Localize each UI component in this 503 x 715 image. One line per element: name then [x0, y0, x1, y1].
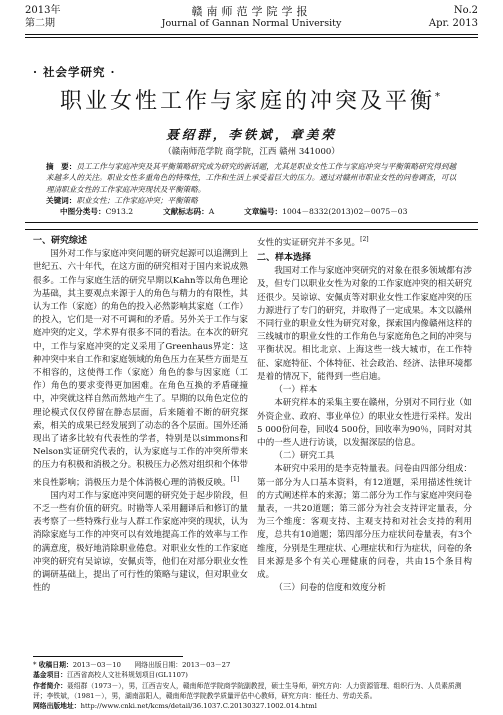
subsection-heading — [257, 384, 472, 397]
header-date: Apr. 2013 — [428, 18, 478, 29]
title-footnote-mark: * — [435, 91, 443, 103]
footnote-label: 基金项目： — [33, 671, 67, 680]
keywords-text: 职业女性；工作家庭冲突；平衡策略 — [76, 195, 198, 205]
paragraph-text: 一、研究综述 — [33, 236, 88, 246]
abstract-text: 员工工作与家庭冲突及其平衡策略研究成为研究的新话题，尤其是职业女性工作与家庭冲突与平衡策略研究得到越来越多人的关注。职业女性多重角色的特殊性，工作和生活上承受着巨大的压力。通过对赣州市职业女性的问卷调查，可以理清职业女性的工作家庭冲突现状及平衡策略。 — [46, 162, 457, 194]
header-year: 2013年 — [25, 5, 61, 16]
paragraph-text: 二、样本选择 — [257, 253, 312, 264]
paragraph-text: 国外对工作与家庭冲突问题的研究起源可以追溯到上世纪五、六十年代，在这方面的研究相对于国内来说成熟很多。工作与家庭生活的研究早期以Kahn等以角色理论为基础，其主要观点来源于人的角色与精力的有限性，其认为工作（家庭）的角色的投入必然影响其家庭（工作）的投入，它们是一对不可调和的矛盾。另外关于工作与家庭冲突的定义，学术界有很多不同的看法。在本次的研究中，工作与家庭冲突的定义采用了Greenhaus界定：这种冲突中来自工作和家庭领域的角色压力在某些方面是互不相容的，这使得工作（家庭）角色的参与因家庭（工作）角色的要求变得更加困难。在角色互换的矛盾碰撞中，冲突就这样自然而然地产生了。早期的以角色定位的理论模式仅仅停留在静态层面，后来随着不断的研究探索，相关的成果已经发展到了动态的各个层面。国外还涌现出了诸多比较有代表性的学者，特别是以simmons和Nelson实证研究代表的，认为家庭与工作的冲突所带来的压力有积极和消极之分。积极压力必然对组织和个体带来良性影响；消极压力是个体消极心理的消极反映。 — [33, 249, 248, 488]
section-heading — [33, 235, 248, 248]
footnotes — [33, 660, 475, 711]
body-paragraph — [257, 397, 472, 450]
section-heading — [257, 252, 472, 265]
paragraph-text: （二）研究工具 — [274, 451, 335, 462]
citation-mark: [2] — [360, 236, 369, 243]
doc-code: 文献标志码：A — [163, 207, 215, 216]
body-paragraph — [33, 248, 248, 490]
body-paragraph — [33, 490, 248, 596]
title-text: 职业女性工作与家庭的冲突及平衡 — [59, 89, 435, 114]
body-paragraph — [257, 233, 472, 250]
body-paragraph — [257, 463, 472, 582]
header-issue: 第二期 — [25, 18, 55, 29]
footnote-text: http://www.cnki.net/kcms/detail/36.1037.C.20130327.1002.014.html — [80, 702, 317, 711]
footnote-rule — [33, 656, 183, 657]
footnote-item — [33, 670, 475, 680]
paragraph-text: 女性的实证研究并不多见。 — [257, 237, 361, 248]
footnote-item — [33, 701, 475, 711]
article-number: 文章编号：1004－8332(2013)02－0075－03 — [244, 207, 408, 216]
header-right — [429, 4, 478, 30]
body-column-right — [257, 233, 472, 595]
journal-title-cn: 赣南师范学院学报 — [191, 5, 312, 18]
paragraph-text: 我国对工作与家庭冲突研究的对象在很多领域都有涉及，但专门以职业女性为对象的工作家庭冲突的相关研究还很少。吴谅谅、安佩贞等对职业女性工作家庭冲突的压力源进行了专门的研究，并取得了一定成果。本文以赣州不同行业的职业女性为研究对象，探索国内像赣州这样的三线城市的职业女性的工作角色与家庭角色之间的冲突与平衡状况。相比北京、上海这些一线大城市，在工作特征、家庭特征、个体特征、社会政治、经济、法律环境都是着的情况下，能得到一些启迪。 — [257, 266, 472, 382]
footnote-text: 2013－03－10 网络出版日期：2013－03－27 — [72, 661, 231, 669]
abstract — [46, 161, 461, 206]
keywords-label: 关键词： — [46, 195, 77, 205]
citation-mark: [1] — [230, 475, 240, 483]
running-header — [25, 0, 478, 52]
header-rule-thick — [25, 34, 478, 35]
footnote-text: 江西省高校人文社科规划项目(GL1107) — [66, 671, 188, 680]
section-label: · 社会学研究 · — [33, 65, 116, 79]
paragraph-text: （三）问卷的信度和效度分析 — [274, 583, 386, 594]
footnote-label: 作者简介： — [33, 681, 67, 690]
footnote-label: 网络出版地址： — [33, 702, 81, 711]
abstract-separator — [25, 222, 478, 230]
footnote-label: 收稿日期： — [38, 661, 73, 669]
clc-code: 中图分类号：C913.2 — [60, 207, 134, 216]
header-rule-thin — [25, 37, 478, 38]
paragraph-text: 本研究中采用的是李克特量表。问卷由四部分组成：第一部分为人口基本资料，有12道题，采用描述性统计的方式阐述样本的来源；第二部分为工作与家庭冲突问卷量表，一共20道题；第三部分为社会支持评定量表，分为三个维度：客观支持、主观支持和对社会支持的利用度，总共有10道题；第四部分压力症状问卷量表，有3个维度，分别是生理症状、心理症状和行为症状，问卷的条目来源是多个有关心理健康的问卷，共由15个条目构成。 — [257, 464, 472, 580]
footnote-item — [33, 681, 475, 702]
paragraph-text: 国内对工作与家庭冲突问题的研究处于起步阶段，但不乏一些有价值的研究。时勘等人采用翻译后和修订的量表考察了一些特殊行业与人群工作家庭冲突的现状，认为消除家庭与工作的冲突可以有效地提高工作的效率与工作的满意度，极好地消除职业倦怠。对职业女性的工作家庭冲突的研究有吴谅谅，安佩贞等，他们在对部分职业女性的调研基础上，提出了可行性的策略与建议，但对职业女性的 — [33, 490, 248, 594]
authors: 聂绍群，李铁斌，章美荣 — [166, 127, 337, 142]
paragraph-text: 本研究样本的采集主要在赣州，分别对不同行业（如外资企业、政府、事业单位）的职业女性进行采样。发出5 000份问卷，回收4 500份，回收率为90％，同时对其中的一些人进行访谈，以发掘深层的信息。 — [257, 398, 472, 448]
footnote-item — [33, 660, 475, 670]
subsection-heading — [257, 450, 472, 463]
footnote-mark: * — [33, 661, 39, 669]
body-column-left — [33, 233, 248, 595]
classification-line — [60, 206, 461, 217]
footnote-text: 聂绍群（1973－），男，江西吉安人，赣南师范学院商学院副教授，硕士生导师，研究方向：人力资源管理、组织行为、人员素质测评；李铁斌，（1981－），男，湖南邵阳人，赣南师范学院教学质量评估中心教师，研究方向：能任力、劳动关系。 — [33, 681, 462, 700]
abstract-label: 摘 要： — [46, 162, 77, 171]
subsection-heading — [257, 582, 472, 595]
journal-title-en: Journal of Gannan Normal University — [161, 18, 342, 29]
affiliation: （赣南师范学院 商学院，江西 赣州 341000） — [163, 147, 340, 157]
header-number: No.2 — [453, 5, 478, 16]
article-title — [0, 84, 503, 115]
paragraph-text: （一）样本 — [274, 385, 318, 396]
body-paragraph — [257, 265, 472, 384]
